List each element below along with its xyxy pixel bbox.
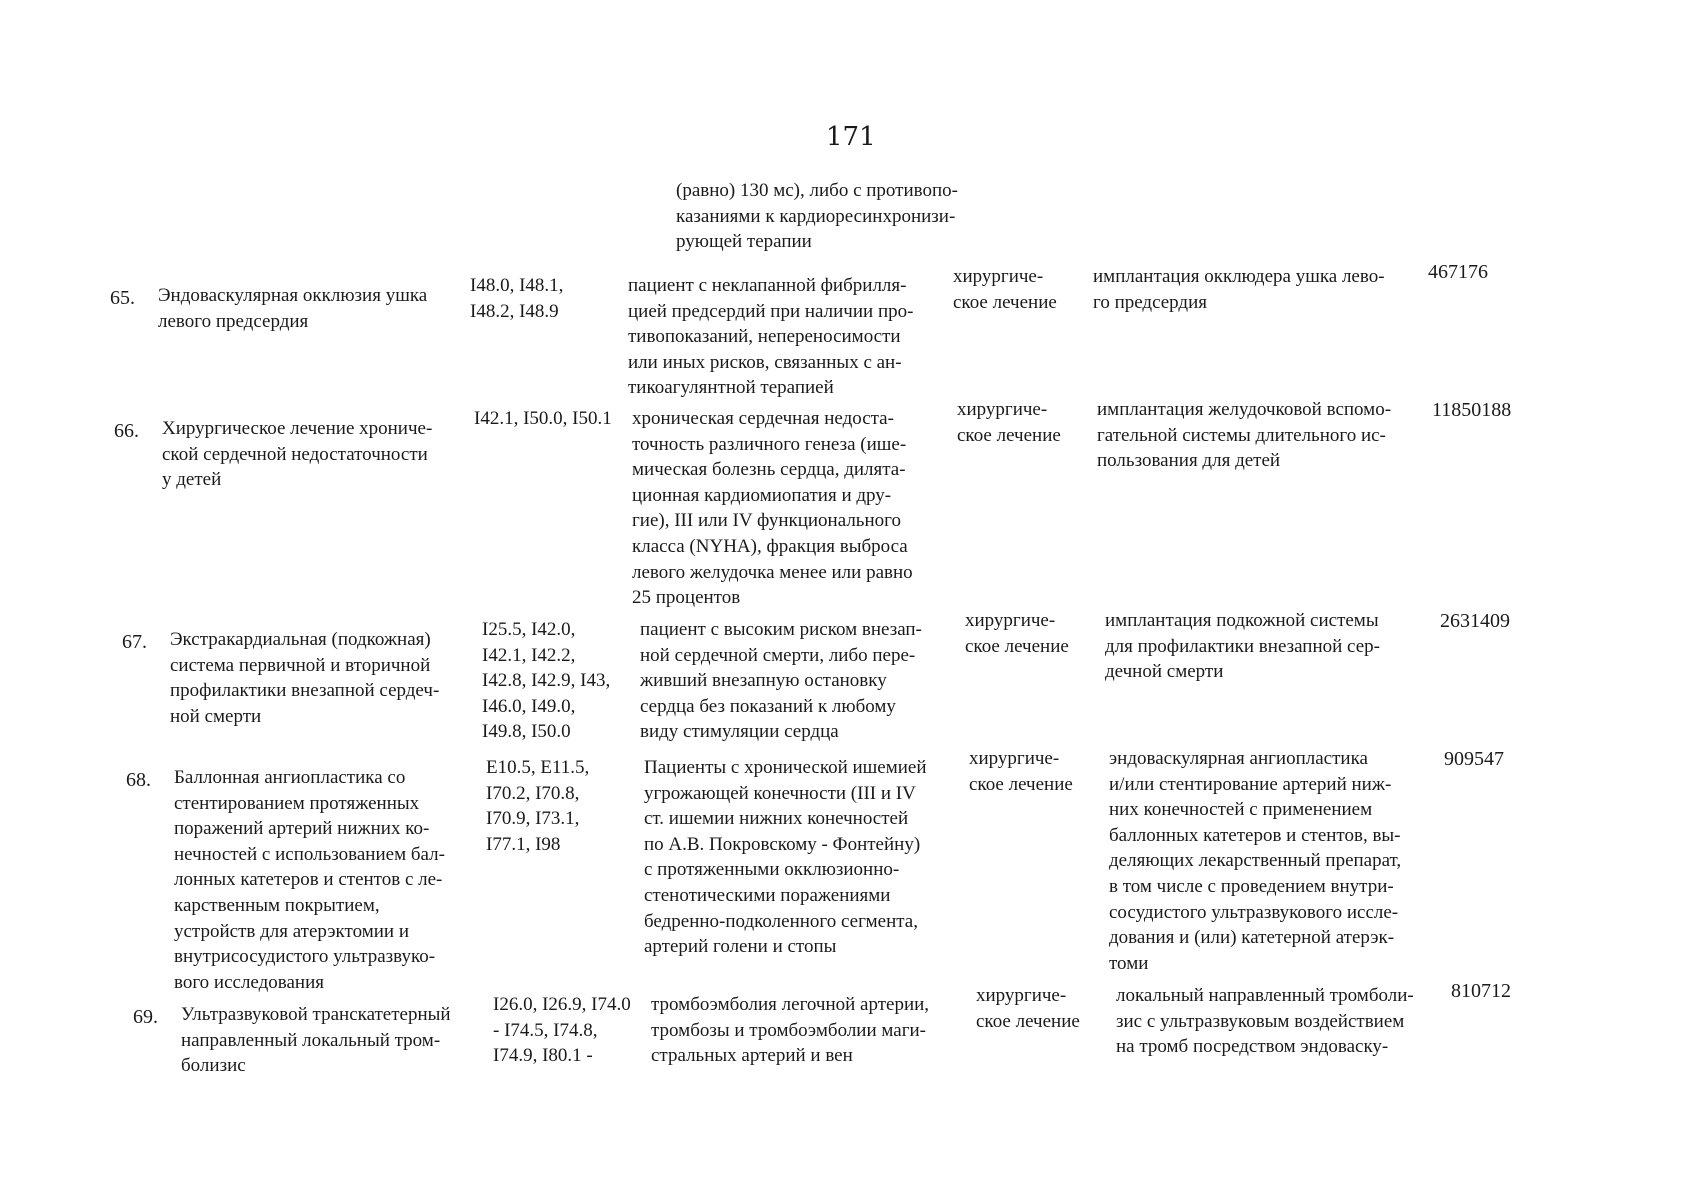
treatment-method-line: и/или стентирование артерий ниж-	[1109, 773, 1392, 795]
procedure-name	[181, 1002, 451, 1079]
diagnosis-codes-line: I26.0, I26.9, I74.0	[493, 994, 631, 1015]
patient-indication-line: артерий голени и стопы	[644, 936, 837, 958]
diagnosis-codes-line: I46.0, I49.0,	[482, 695, 576, 717]
patient-indication-line: по А.В. Покровскому - Фонтейну)	[644, 833, 921, 855]
treatment-method	[1109, 746, 1401, 976]
procedure-name-line: система первичной и вторичной	[170, 654, 431, 676]
diagnosis-codes-line: I42.8, I42.9, I43,	[482, 670, 611, 692]
patient-indication-line: тромбозы и тромбоэмболии маги-	[651, 1019, 927, 1041]
procedure-name-line: Ультразвуковой транскатетерный	[181, 1004, 451, 1025]
treatment-method-line: эндоваскулярная ангиопластика	[1109, 748, 1368, 769]
treatment-method-line: деляющих лекарственный препарат,	[1109, 850, 1402, 872]
treatment-type-line: ское лечение	[957, 424, 1061, 446]
cost-value: 2631409	[1440, 610, 1510, 632]
procedure-name-line: левого предсердия	[158, 310, 309, 332]
procedure-name	[170, 627, 439, 729]
patient-indication-line: гие), III или IV функционального	[632, 510, 901, 532]
treatment-method-line: дования и (или) катетерной атерэк-	[1109, 927, 1395, 949]
procedure-name-line: стентированием протяженных	[174, 792, 420, 814]
diagnosis-codes-line: I48.2, I48.9	[470, 300, 559, 322]
patient-indication-line: ной сердечной смерти, либо пере-	[640, 644, 916, 666]
patient-indication-line: пациент с неклапанной фибрилля-	[628, 275, 907, 296]
diagnosis-codes-line: I70.9, I73.1,	[486, 808, 580, 830]
continuation-indication-line: (равно) 130 мс), либо с противопо-	[676, 180, 958, 201]
treatment-method	[1105, 608, 1380, 685]
cost-value: 467176	[1428, 261, 1488, 283]
treatment-method-line: го предсердия	[1093, 291, 1208, 313]
treatment-method-line: в том числе с проведением внутри-	[1109, 875, 1394, 897]
treatment-type	[965, 608, 1069, 659]
cost-value: 909547	[1444, 748, 1504, 770]
treatment-method-line: локальный направленный тромболи-	[1116, 985, 1414, 1006]
treatment-method-line: зис с ультразвуковым воздействием	[1116, 1010, 1405, 1032]
patient-indication-line: пациент с высоким риском внезап-	[640, 619, 922, 640]
patient-indication-line: бедренно-подколенного сегмента,	[644, 910, 918, 932]
patient-indication	[628, 273, 913, 401]
patient-indication-line: ст. ишемии нижних конечностей	[644, 808, 909, 830]
procedure-name-line: нечностей с использованием бал-	[174, 843, 445, 865]
procedure-name-line: вого исследования	[174, 971, 325, 993]
treatment-method-line: имплантация окклюдера ушка лево-	[1093, 266, 1385, 287]
treatment-method-line: баллонных катетеров и стентов, вы-	[1109, 824, 1401, 846]
treatment-type-line: хирургиче-	[976, 985, 1067, 1006]
treatment-method	[1116, 983, 1414, 1060]
diagnosis-codes	[474, 406, 612, 432]
patient-indication-line: виду стимуляции сердца	[640, 721, 839, 743]
treatment-type-line: хирургиче-	[953, 266, 1044, 287]
patient-indication-line: Пациенты с хронической ишемией	[644, 757, 927, 778]
treatment-type	[953, 264, 1057, 315]
procedure-name-line: ной смерти	[170, 705, 262, 727]
treatment-type-line: ское лечение	[953, 291, 1057, 313]
row-number: 66.	[114, 420, 139, 442]
patient-indication-line: 25 процентов	[632, 587, 741, 609]
treatment-method-line: томи	[1109, 952, 1149, 974]
cost-value: 11850188	[1432, 399, 1512, 421]
row-number: 65.	[110, 287, 135, 309]
diagnosis-codes-line: I42.1, I50.0, I50.1	[474, 408, 612, 429]
treatment-type	[976, 983, 1080, 1034]
treatment-method-line: имплантация подкожной системы	[1105, 610, 1379, 631]
patient-indication-line: или иных рисков, связанных с ан-	[628, 351, 902, 373]
treatment-type	[969, 746, 1073, 797]
treatment-method-line: пользования для детей	[1097, 450, 1281, 472]
procedure-name-line: ской сердечной недостаточности	[162, 443, 428, 465]
diagnosis-codes-line: I25.5, I42.0,	[482, 619, 576, 640]
patient-indication-line: живший внезапную остановку	[640, 670, 887, 692]
treatment-method-line: на тромб посредством эндоваску-	[1116, 1036, 1389, 1058]
procedure-name-line: устройств для атерэктомии и	[174, 920, 409, 942]
patient-indication-line: тикоагулянтной терапией	[628, 377, 834, 399]
diagnosis-codes	[493, 992, 631, 1069]
diagnosis-codes-line: I48.0, I48.1,	[470, 275, 564, 296]
procedure-name	[162, 416, 432, 493]
cost-value: 810712	[1451, 980, 1511, 1002]
patient-indication	[644, 755, 927, 960]
procedure-name-line: направленный локальный тром-	[181, 1029, 441, 1051]
diagnosis-codes-line: I77.1, I98	[486, 833, 561, 855]
treatment-method-line: них конечностей с применением	[1109, 799, 1373, 821]
patient-indication-line: тромбоэмболия легочной артерии,	[651, 994, 930, 1015]
treatment-method-line: дечной смерти	[1105, 661, 1224, 683]
diagnosis-codes-line: I42.1, I42.2,	[482, 644, 576, 666]
procedure-name-line: Экстракардиальная (подкожная)	[170, 629, 431, 650]
patient-indication-line: с протяженными окклюзионно-	[644, 859, 900, 881]
continuation-indication-line: рующей терапии	[676, 231, 812, 253]
row-number: 68.	[126, 769, 151, 791]
patient-indication-line: хроническая сердечная недоста-	[632, 408, 894, 429]
patient-indication-line: цией предсердий при наличии про-	[628, 300, 914, 322]
treatment-method	[1093, 264, 1385, 315]
patient-indication-line: стенотическими поражениями	[644, 884, 891, 906]
row-number: 69.	[133, 1006, 158, 1028]
treatment-type-line: ское лечение	[976, 1010, 1080, 1032]
procedure-name-line: у детей	[162, 469, 222, 491]
procedure-name-line: Хирургическое лечение хрониче-	[162, 418, 433, 439]
procedure-name-line: поражений артерий нижних ко-	[174, 818, 430, 840]
diagnosis-codes	[470, 273, 563, 324]
diagnosis-codes-line: - I74.5, I74.8,	[493, 1019, 598, 1041]
patient-indication-line: ционная кардиомиопатия и дру-	[632, 484, 892, 506]
patient-indication-line: сердца без показаний к любому	[640, 695, 896, 717]
treatment-type-line: хирургиче-	[965, 610, 1056, 631]
diagnosis-codes	[482, 617, 610, 745]
diagnosis-codes-line: I70.2, I70.8,	[486, 782, 580, 804]
patient-indication	[651, 992, 929, 1069]
patient-indication-line: угрожающей конечности (III и IV	[644, 782, 916, 804]
treatment-method-line: для профилактики внезапной сер-	[1105, 635, 1380, 657]
patient-indication-line: левого желудочка менее или равно	[632, 561, 913, 583]
procedure-name-line: профилактики внезапной сердеч-	[170, 680, 440, 702]
page-number: 171	[826, 122, 876, 152]
treatment-type-line: хирургиче-	[957, 399, 1048, 420]
procedure-name-line: лонных катетеров и стентов с ле-	[174, 869, 443, 891]
patient-indication-line: мическая болезнь сердца, дилята-	[632, 459, 906, 481]
diagnosis-codes-line: E10.5, E11.5,	[486, 757, 590, 778]
patient-indication-line: класса (NYHA), фракция выброса	[632, 535, 908, 557]
continuation-indication	[676, 178, 958, 255]
procedure-name-line: Эндоваскулярная окклюзия ушка	[158, 285, 428, 306]
patient-indication-line: точность различного генеза (ише-	[632, 433, 907, 455]
diagnosis-codes	[486, 755, 589, 857]
treatment-method-line: гательной системы длительного ис-	[1097, 424, 1386, 446]
patient-indication	[632, 406, 913, 611]
treatment-type-line: ское лечение	[965, 635, 1069, 657]
treatment-type-line: хирургиче-	[969, 748, 1060, 769]
procedure-name	[174, 765, 445, 995]
procedure-name	[158, 283, 427, 334]
treatment-method-line: имплантация желудочковой вспомо-	[1097, 399, 1392, 420]
procedure-name-line: карственным покрытием,	[174, 894, 380, 916]
patient-indication-line: стральных артерий и вен	[651, 1045, 853, 1067]
procedure-name-line: внутрисосудистого ультразвуко-	[174, 946, 436, 968]
continuation-indication-line: казаниями к кардиоресинхронизи-	[676, 205, 956, 227]
patient-indication	[640, 617, 922, 745]
procedure-name-line: болизис	[181, 1055, 246, 1077]
procedure-name-line: Баллонная ангиопластика со	[174, 767, 406, 788]
patient-indication-line: тивопоказаний, непереносимости	[628, 326, 901, 348]
treatment-method	[1097, 397, 1391, 474]
treatment-type-line: ское лечение	[969, 773, 1073, 795]
diagnosis-codes-line: I49.8, I50.0	[482, 721, 571, 743]
row-number: 67.	[122, 631, 147, 653]
diagnosis-codes-line: I74.9, I80.1 -	[493, 1045, 593, 1067]
treatment-type	[957, 397, 1061, 448]
treatment-method-line: сосудистого ультразвукового иссле-	[1109, 901, 1399, 923]
